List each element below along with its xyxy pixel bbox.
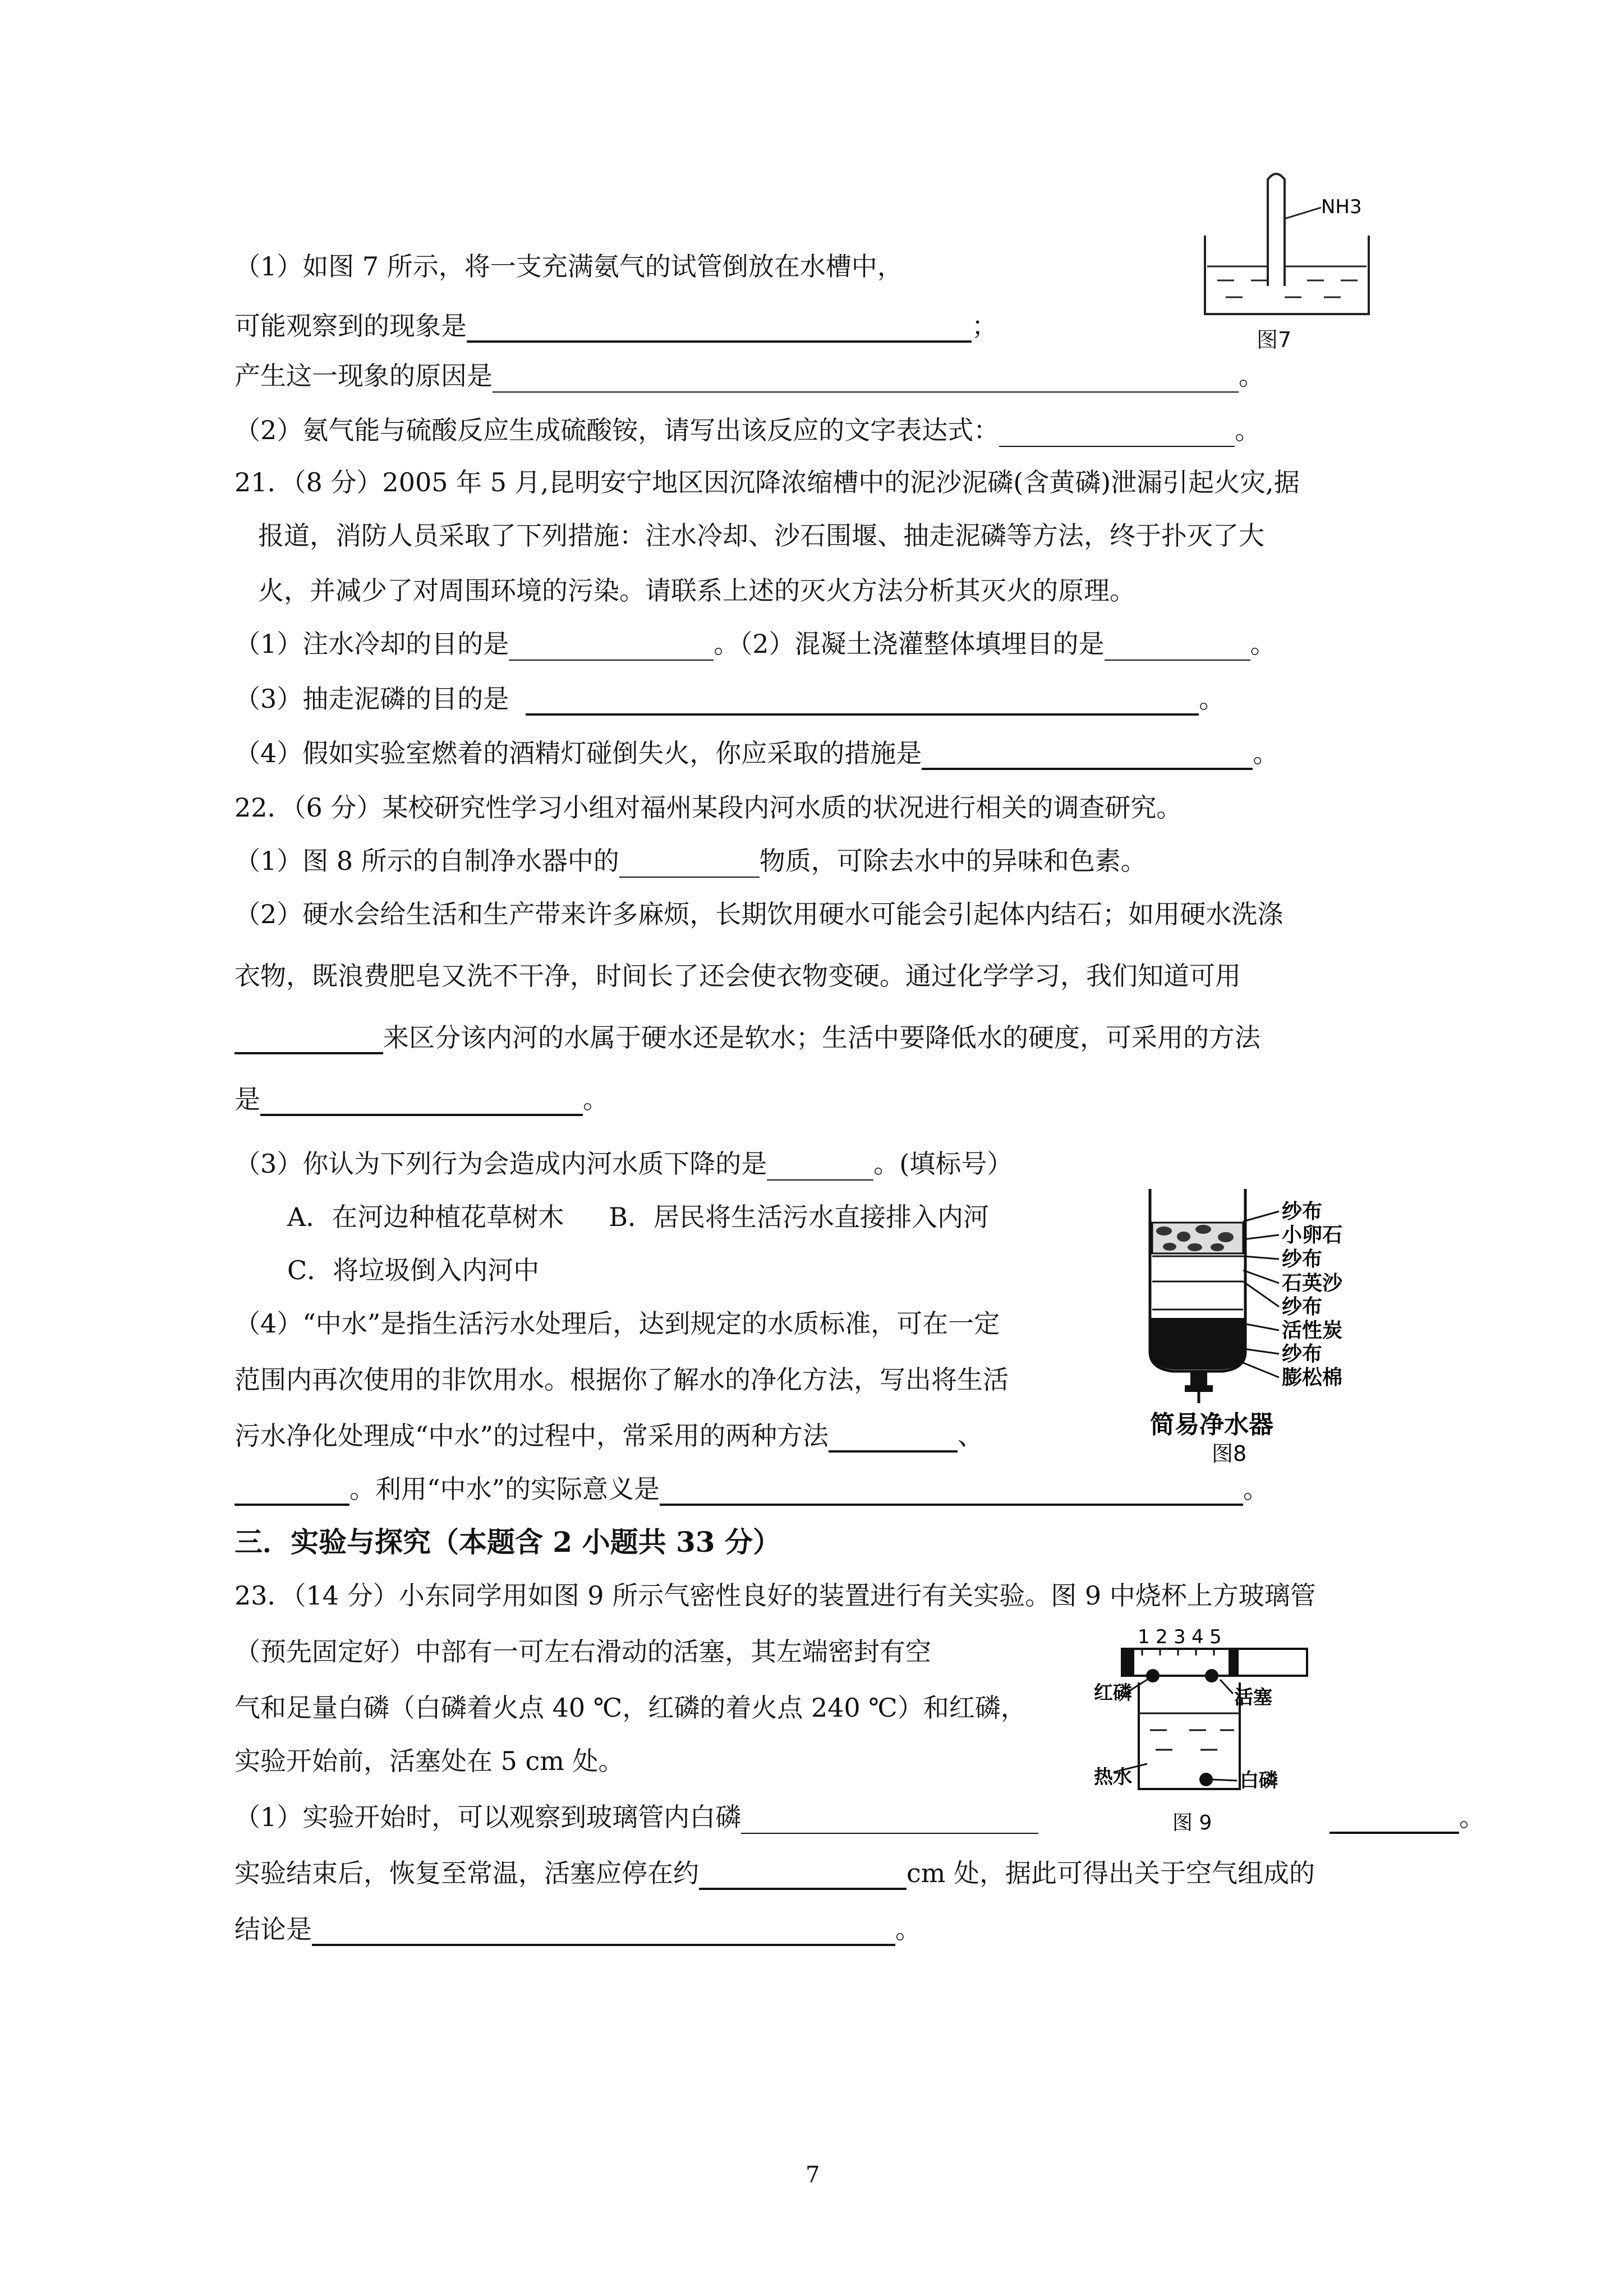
q22-part2-line3	[234, 1021, 1260, 1054]
q20-part2	[234, 413, 1260, 447]
fig8-title: 简易净水器	[1150, 1410, 1273, 1439]
q21-remove-blank[interactable]	[526, 684, 1199, 716]
fig8-label-gauze-2: 纱布	[1282, 1248, 1323, 1271]
fig8-label-quartz-sand: 石英沙	[1282, 1272, 1343, 1295]
q20-phenomenon-prompt: 可能观察到的现象是	[234, 311, 467, 341]
q22-part2-line4	[234, 1082, 609, 1116]
punct: 。	[1239, 361, 1264, 391]
q20-equation-blank[interactable]	[999, 417, 1235, 447]
q21-part4	[234, 736, 1278, 770]
fig9-scale-5: 5	[1209, 1626, 1222, 1648]
q22-intro: 22．（6 分）某校研究性学习小组对福州某段内河水质的状况进行相关的调查研究。	[234, 792, 1183, 823]
fig7-gas-label: NH3	[1321, 196, 1362, 218]
figure-9-phosphorus-apparatus	[1094, 1621, 1329, 1839]
q20-reason-prompt: 产生这一现象的原因是	[234, 361, 493, 391]
q20-phenomenon-blank[interactable]	[467, 311, 972, 343]
q22-soften-method-blank[interactable]	[260, 1085, 583, 1116]
q22-hardness-text: 来区分该内河的水属于硬水还是软水；生活中要降低水的硬度，可采用的方法	[383, 1022, 1260, 1053]
q22-pollution-prompt: （3）你认为下列行为会造成内河水质下降的是	[234, 1149, 767, 1179]
fig8-caption: 图8	[1212, 1441, 1247, 1466]
q21-intro-line1: 21．（8 分）2005 年 5 月,昆明安宁地区因沉降浓缩槽中的泥沙泥磷(含黄磷)泄漏引起火灾,据	[234, 467, 1300, 497]
q22-part4-line1: （4）“中水”是指生活污水处理后，达到规定的水质标准，可在一定	[234, 1308, 1000, 1339]
fig9-scale-4: 4	[1191, 1626, 1204, 1648]
q23-observe-prompt: （1）实验开始时，可以观察到玻璃管内白磷	[234, 1802, 742, 1832]
q22-option-a: A．在河边种植花草树木	[287, 1202, 564, 1232]
q23-piston-tail: cm 处，据此可得出关于空气组成的	[907, 1858, 1315, 1888]
punct: 。	[1199, 684, 1225, 714]
q20-equation-prompt: （2）氨气能与硫酸反应生成硫酸铵，请写出该反应的文字表达式：	[234, 415, 1000, 445]
q21-intro-line2: 报道，消防人员采取了下列措施：注水冷却、沙石围堰、抽走泥磷等方法，终于扑灭了大	[258, 520, 1264, 551]
q21-lamp-prompt: （4）假如实验室燃着的酒精灯碰倒失火，你应采取的措施是	[234, 738, 922, 768]
q22-part3	[234, 1147, 1013, 1181]
q22-significance-prompt: 。利用“中水”的实际意义是	[349, 1474, 660, 1504]
page-number: 7	[806, 2162, 820, 2188]
q22-pollution-blank[interactable]	[767, 1150, 873, 1181]
q22-part1	[234, 844, 1147, 878]
q21-remove-prompt: （3）抽走泥磷的目的是	[234, 684, 509, 714]
q21-cooling-blank[interactable]	[509, 630, 714, 661]
q21-part3	[234, 682, 1225, 716]
q22-option-c: C．将垃圾倒入内河中	[287, 1255, 540, 1285]
q20-part1-line1: （1）如图 7 所示，将一支充满氨气的试管倒放在水槽中，	[234, 251, 903, 282]
q23-intro-line1: 23．（14 分）小东同学用如图 9 所示气密性良好的装置进行有关实验。图 9 中烧杯上方玻璃管	[234, 1580, 1316, 1611]
fig8-label-pebbles: 小卵石	[1282, 1224, 1343, 1247]
figure-7-ammonia-test-tube	[1195, 168, 1402, 353]
q22-pollution-tail: 。(填标号）	[873, 1149, 1013, 1179]
q22-filter-tail: 物质，可除去水中的异味和色素。	[759, 846, 1147, 876]
fig9-label-white-phosphorus: 白磷	[1240, 1769, 1278, 1792]
q23-piston-prompt: 实验结束后，恢复至常温，活塞应停在约	[234, 1858, 699, 1888]
punct: ；	[972, 311, 997, 341]
q21-concrete-blank[interactable]	[1105, 630, 1250, 661]
q22-part2-line2: 衣物，既浪费肥皂又洗不干净，时间长了还会使衣物变硬。通过化学学习，我们知道可用	[234, 961, 1241, 991]
q23-conclusion-prompt: 结论是	[234, 1914, 312, 1944]
q22-option-b: B．居民将生活污水直接排入内河	[609, 1202, 990, 1232]
fig9-scale-1: 1	[1138, 1626, 1150, 1648]
q21-part1-2	[234, 627, 1276, 661]
fig8-label-gauze-4: 纱布	[1282, 1343, 1323, 1366]
fig8-label-cotton: 膨松棉	[1282, 1366, 1343, 1389]
punct: 。	[583, 1084, 609, 1114]
fig9-scale-3: 3	[1174, 1626, 1186, 1648]
q20-part1-line2	[234, 309, 997, 343]
fig9-caption: 图 9	[1172, 1811, 1212, 1834]
q22-part2-line1: （2）硬水会给生活和生产带来许多麻烦，长期饮用硬水可能会引起体内结石；如用硬水洗涤	[234, 899, 1283, 929]
q21-intro-line3: 火，并减少了对周围环境的污染。请联系上述的灭火方法分析其灭火的原理。	[258, 575, 1135, 606]
fig9-label-red-phosphorus: 红磷	[1094, 1682, 1132, 1704]
q23-conclusion-blank[interactable]	[312, 1915, 895, 1946]
q22-part4-line3	[234, 1419, 983, 1453]
fig9-label-hot-water: 热水	[1094, 1766, 1132, 1788]
q23-intro-line3: 气和足量白磷（白磷着火点 40 ℃，红磷的着火点 240 ℃）和红磷，	[234, 1693, 1027, 1723]
q21-lamp-blank[interactable]	[922, 739, 1253, 770]
q23-part1-line2	[234, 1856, 1315, 1890]
section-3-heading: 三．实验与探究（本题含 2 小题共 33 分）	[234, 1525, 781, 1559]
q22-method-prompt: 是	[234, 1084, 260, 1114]
fig8-label-activated-carbon: 活性炭	[1282, 1319, 1343, 1342]
q22-filter-prompt: （1）图 8 所示的自制净水器中的	[234, 846, 619, 876]
figure-7-caption: 图7	[1257, 328, 1292, 352]
q23-intro-line2: （预先固定好）中部有一可左右滑动的活塞，其左端密封有空	[234, 1636, 931, 1667]
punct: 。	[1459, 1802, 1485, 1832]
fig8-label-gauze-1: 纱布	[1282, 1200, 1323, 1223]
q21-cooling-prompt: （1）注水冷却的目的是	[234, 629, 509, 659]
q22-method2-blank[interactable]	[234, 1474, 349, 1506]
q23-part1-line3	[234, 1912, 921, 1946]
punct: 。	[895, 1914, 921, 1944]
q20-part1-line3	[234, 359, 1264, 393]
fig9-label-piston: 活塞	[1234, 1686, 1272, 1709]
punct: 。	[1243, 1474, 1269, 1504]
q22-method1-blank[interactable]	[829, 1421, 958, 1453]
q22-hardness-test-blank[interactable]	[234, 1023, 383, 1054]
q22-options-ab	[287, 1200, 989, 1234]
q22-part4-line2: 范围内再次使用的非饮用水。根据你了解水的净化方法，写出将生活	[234, 1364, 1009, 1395]
q22-methods-prompt: 污水净化处理成“中水”的过程中，常采用的两种方法	[234, 1421, 829, 1451]
q22-part4-line4	[234, 1472, 1269, 1506]
q20-reason-blank[interactable]	[493, 362, 1239, 393]
q23-observe-blank-1[interactable]	[741, 1804, 1038, 1834]
punct: 。	[1235, 415, 1261, 445]
figure-8-water-purifier	[1139, 1183, 1374, 1481]
q23-piston-position-blank[interactable]	[699, 1859, 907, 1890]
q22-filter-blank[interactable]	[619, 847, 760, 878]
fig8-label-gauze-3: 纱布	[1282, 1295, 1323, 1318]
q23-intro-line4: 实验开始前，活塞处在 5 cm 处。	[234, 1746, 624, 1776]
punct: 。	[1253, 738, 1279, 768]
fig9-scale-2: 2	[1156, 1626, 1168, 1648]
punct: 、	[958, 1421, 984, 1451]
punct: 。	[1250, 629, 1276, 659]
q21-concrete-prompt: 。（2）混凝土浇灌整体填埋目的是	[714, 629, 1105, 659]
